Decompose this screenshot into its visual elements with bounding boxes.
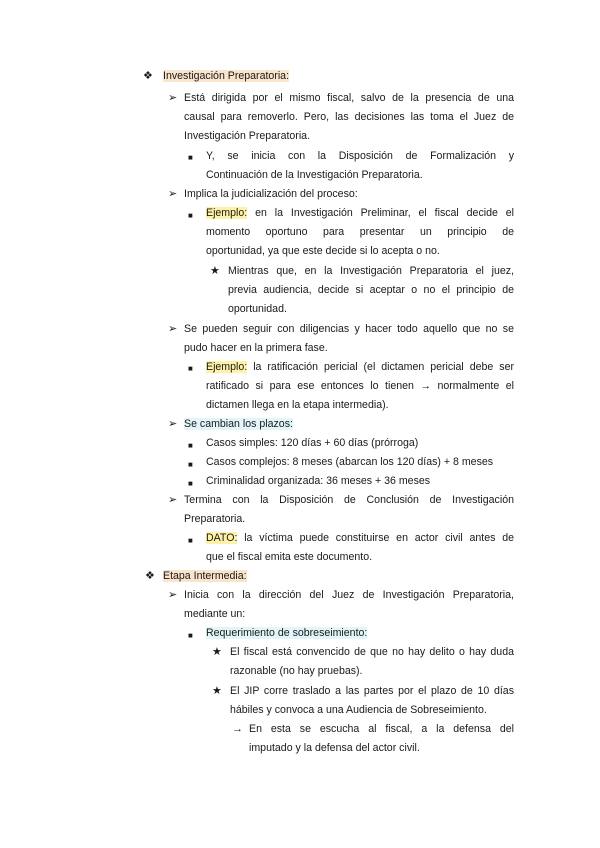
text-line: momento oportuno para presentar un principio de bbox=[206, 226, 514, 238]
text-line: Preparatoria. bbox=[184, 513, 246, 525]
text-line: Investigación Preparatoria. bbox=[184, 130, 311, 142]
example-label: Ejemplo: bbox=[206, 207, 248, 219]
square-bullet-icon: ■ bbox=[188, 364, 193, 373]
section-heading bbox=[163, 67, 289, 86]
text-line: ratificado si para ese entonces lo tienen → normalmente el bbox=[206, 380, 514, 392]
square-bullet-icon: ■ bbox=[188, 460, 193, 469]
text-line: previa audiencia, decide si aceptar o no el principio de bbox=[228, 284, 514, 296]
text-line: causal para removerlo. Pero, las decisiones las toma el Juez de bbox=[184, 111, 514, 123]
star-bullet-icon: ★ bbox=[212, 646, 222, 658]
arrow-bullet-icon: ➢ bbox=[168, 323, 178, 335]
text-line: dictamen llega en la etapa intermedia). bbox=[206, 399, 389, 411]
arrow-bullet-icon: ➢ bbox=[168, 589, 178, 601]
example-label: Ejemplo: bbox=[206, 361, 248, 373]
square-bullet-icon: ■ bbox=[188, 479, 193, 488]
square-bullet-icon: ■ bbox=[188, 631, 193, 640]
square-bullet-icon: ■ bbox=[188, 153, 193, 162]
text-line: Requerimiento de sobreseimiento: bbox=[206, 627, 368, 639]
square-bullet-icon: ■ bbox=[188, 441, 193, 450]
arrow-bullet-icon: ➢ bbox=[168, 418, 178, 430]
section-title: Etapa Intermedia: bbox=[163, 570, 247, 582]
text-line: mediante un: bbox=[184, 608, 246, 620]
text-line: En esta se escucha al fiscal, a la defensa del bbox=[249, 723, 514, 735]
text-line: Y, se inicia con la Disposición de Formalización y bbox=[206, 150, 514, 162]
arrow-bullet-icon: ➢ bbox=[168, 494, 178, 506]
right-arrow-icon: → bbox=[232, 723, 243, 735]
text-line: oportunidad. bbox=[228, 303, 287, 315]
text-line: oportunidad, ya que este decide si lo acepta o no. bbox=[206, 245, 440, 257]
text-line: Termina con la Disposición de Conclusión de Investigación bbox=[184, 494, 514, 506]
list-item bbox=[184, 320, 514, 358]
text-line: El JIP corre traslado a las partes por el plazo de 10 días bbox=[230, 685, 514, 697]
text-line: pudo hacer en la primera fase. bbox=[184, 342, 328, 354]
list-item bbox=[206, 358, 514, 415]
list-item bbox=[230, 643, 514, 681]
list-item bbox=[249, 720, 514, 758]
text-line: Inicia con la dirección del Juez de Investigación Preparatoria, bbox=[184, 589, 514, 601]
list-item bbox=[206, 204, 514, 261]
star-bullet-icon: ★ bbox=[210, 265, 220, 277]
square-bullet-icon: ■ bbox=[188, 536, 193, 545]
list-item bbox=[206, 529, 514, 567]
star-bullet-icon: ★ bbox=[212, 685, 222, 697]
text-line: Casos simples: 120 días + 60 días (prórroga) bbox=[206, 437, 419, 449]
text-line: razonable (no hay pruebas). bbox=[230, 665, 363, 677]
list-item bbox=[184, 89, 514, 146]
text-line: Casos complejos: 8 meses (abarcan los 120 días) + 8 meses bbox=[206, 456, 494, 468]
diamond-bullet-icon: ❖ bbox=[145, 570, 155, 582]
arrow-bullet-icon: ➢ bbox=[168, 188, 178, 200]
text-line: El fiscal está convencido de que no hay delito o hay duda bbox=[230, 646, 514, 658]
square-bullet-icon: ■ bbox=[188, 211, 193, 220]
text-line: hábiles y convoca a una Audiencia de Sobreseimiento. bbox=[230, 704, 487, 716]
text-line: Mientras que, en la Investigación Preparatoria el juez, bbox=[228, 265, 514, 277]
text-line: la ratificación pericial (el dictamen pericial debe ser bbox=[253, 361, 514, 373]
text-line: Se pueden seguir con diligencias y hacer todo aquello que no se bbox=[184, 323, 514, 335]
list-item bbox=[184, 586, 514, 624]
text-line: imputado y la defensa del actor civil. bbox=[249, 742, 420, 754]
section-heading bbox=[163, 567, 247, 586]
text-line: Continuación de la Investigación Preparatoria. bbox=[206, 169, 423, 181]
list-item bbox=[184, 491, 514, 529]
list-item bbox=[230, 682, 514, 720]
text-line: Criminalidad organizada: 36 meses + 36 meses bbox=[206, 475, 431, 487]
text-line: Se cambian los plazos: bbox=[184, 418, 293, 430]
text-line: Está dirigida por el mismo fiscal, salvo de la presencia de una bbox=[184, 92, 514, 104]
text-line: Implica la judicialización del proceso: bbox=[184, 188, 358, 200]
text-line: en la Investigación Preliminar, el fiscal decide el bbox=[255, 207, 514, 219]
list-item bbox=[228, 262, 514, 319]
text-line: que el fiscal emita este documento. bbox=[206, 551, 373, 563]
section-title: Investigación Preparatoria: bbox=[163, 70, 290, 82]
text-line: la víctima puede constituirse en actor civil antes de bbox=[244, 532, 514, 544]
arrow-bullet-icon: ➢ bbox=[168, 92, 178, 104]
dato-label: DATO: bbox=[206, 532, 238, 544]
diamond-bullet-icon: ❖ bbox=[143, 70, 153, 82]
list-item bbox=[206, 147, 514, 185]
